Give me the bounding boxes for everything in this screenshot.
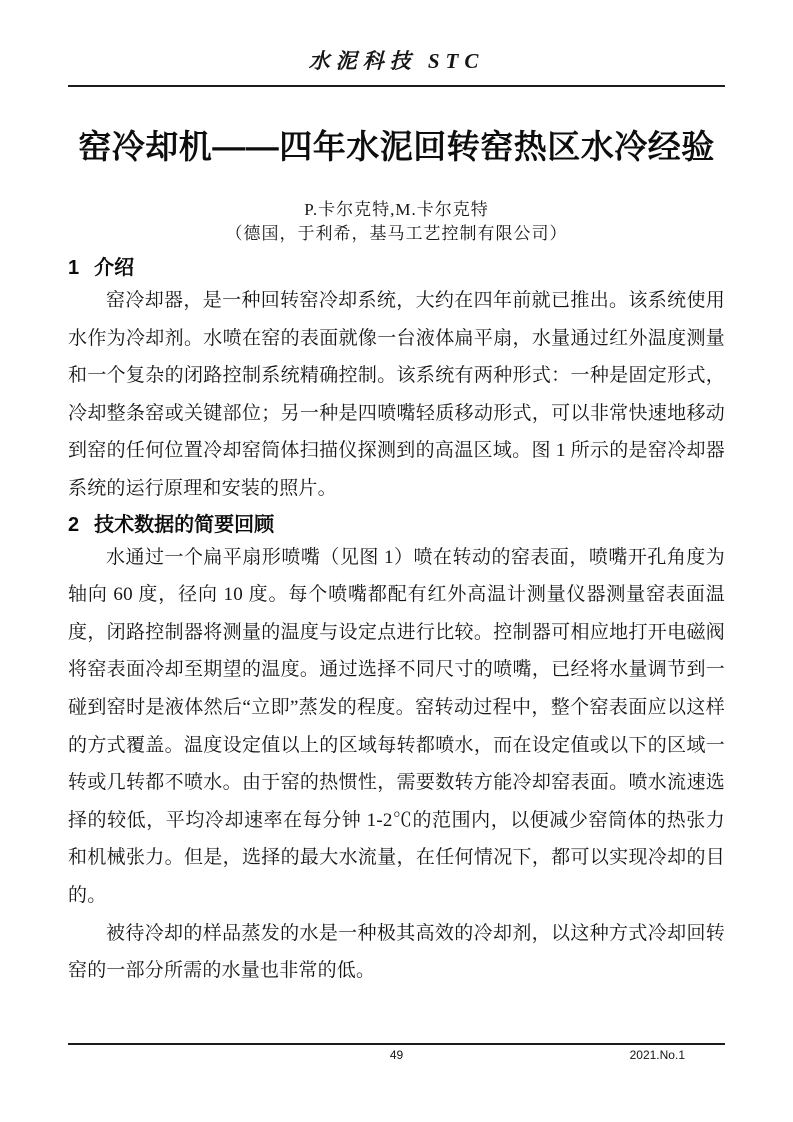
journal-title: 水泥科技 STC: [308, 49, 485, 73]
footer-row: [68, 1047, 725, 1065]
affiliation-line: （德国，于利希，基马工艺控制有限公司）: [225, 224, 568, 243]
page-header: [0, 0, 793, 87]
section-2-paragraph-2: 被待冷却的样品蒸发的水是一种极其高效的冷却剂，以这种方式冷却回转窑的一部分所需的水量也非常的低。: [68, 922, 725, 982]
section-1-heading: [68, 254, 725, 282]
section-1-number: 1: [68, 257, 80, 279]
authors-line: P.卡尔克特,M.卡尔克特: [304, 200, 489, 219]
section-2-title: 技术数据的简要回顾: [94, 513, 275, 536]
section-2-number: 2: [68, 513, 80, 536]
article-body: [0, 127, 793, 990]
header-rule: [68, 85, 725, 87]
page-number: 49: [389, 1048, 404, 1062]
page-footer: [68, 1043, 725, 1065]
section-1-title: 介绍: [94, 257, 135, 279]
footer-rule: [68, 1043, 725, 1045]
section-2-paragraph-1: 水通过一个扁平扇形喷嘴（见图 1）喷在转动的窑表面，喷嘴开孔角度为轴向 60 度，径向 10 度。每个喷嘴都配有红外高温计测量仪器测量窑表面温度，闭路控制器将测量的温度与设定点进行比较。控制器可相应地打开电磁阀将窑表面冷却至期望的温度。通过选择不同尺寸的喷嘴，已经将水量调节到一碰到窑时是液体然后“立即”蒸发的程度。窑转动过程中，整个窑表面应以这样的方式覆盖。温度设定值以上的区域每转都喷水，而在设定值或以下的区域一转或几转都不喷水。由于窑的热惯性，需要数转方能冷却窑表面。喷水流速选择的较低，平均冷却速率在每分钟 1-2℃的范围内，以便减少窑筒体的热张力和机械张力。但是，选择的最大水流量，在任何情况下，都可以实现冷却的目的。: [68, 546, 725, 906]
article-title: 窑冷却机——四年水泥回转窑热区水冷经验: [78, 128, 715, 165]
section-1-paragraph-1: 窑冷却器，是一种回转窑冷却系统，大约在四年前就已推出。该系统使用水作为冷却剂。水喷在窑的表面就像一台液体扁平扇，水量通过红外温度测量和一个复杂的闭路控制系统精确控制。该系统有两种形式：一种是固定形式，冷却整条窑或关键部位；另一种是四喷嘴轻质移动形式，可以非常快速地移动到窑的任何位置冷却窑筒体扫描仪探测到的高温区域。图 1 所示的是窑冷却器系统的运行原理和安装的照片。: [68, 290, 725, 499]
section-2-heading: [68, 511, 725, 539]
issue-label: 2021.No.1: [629, 1048, 685, 1062]
